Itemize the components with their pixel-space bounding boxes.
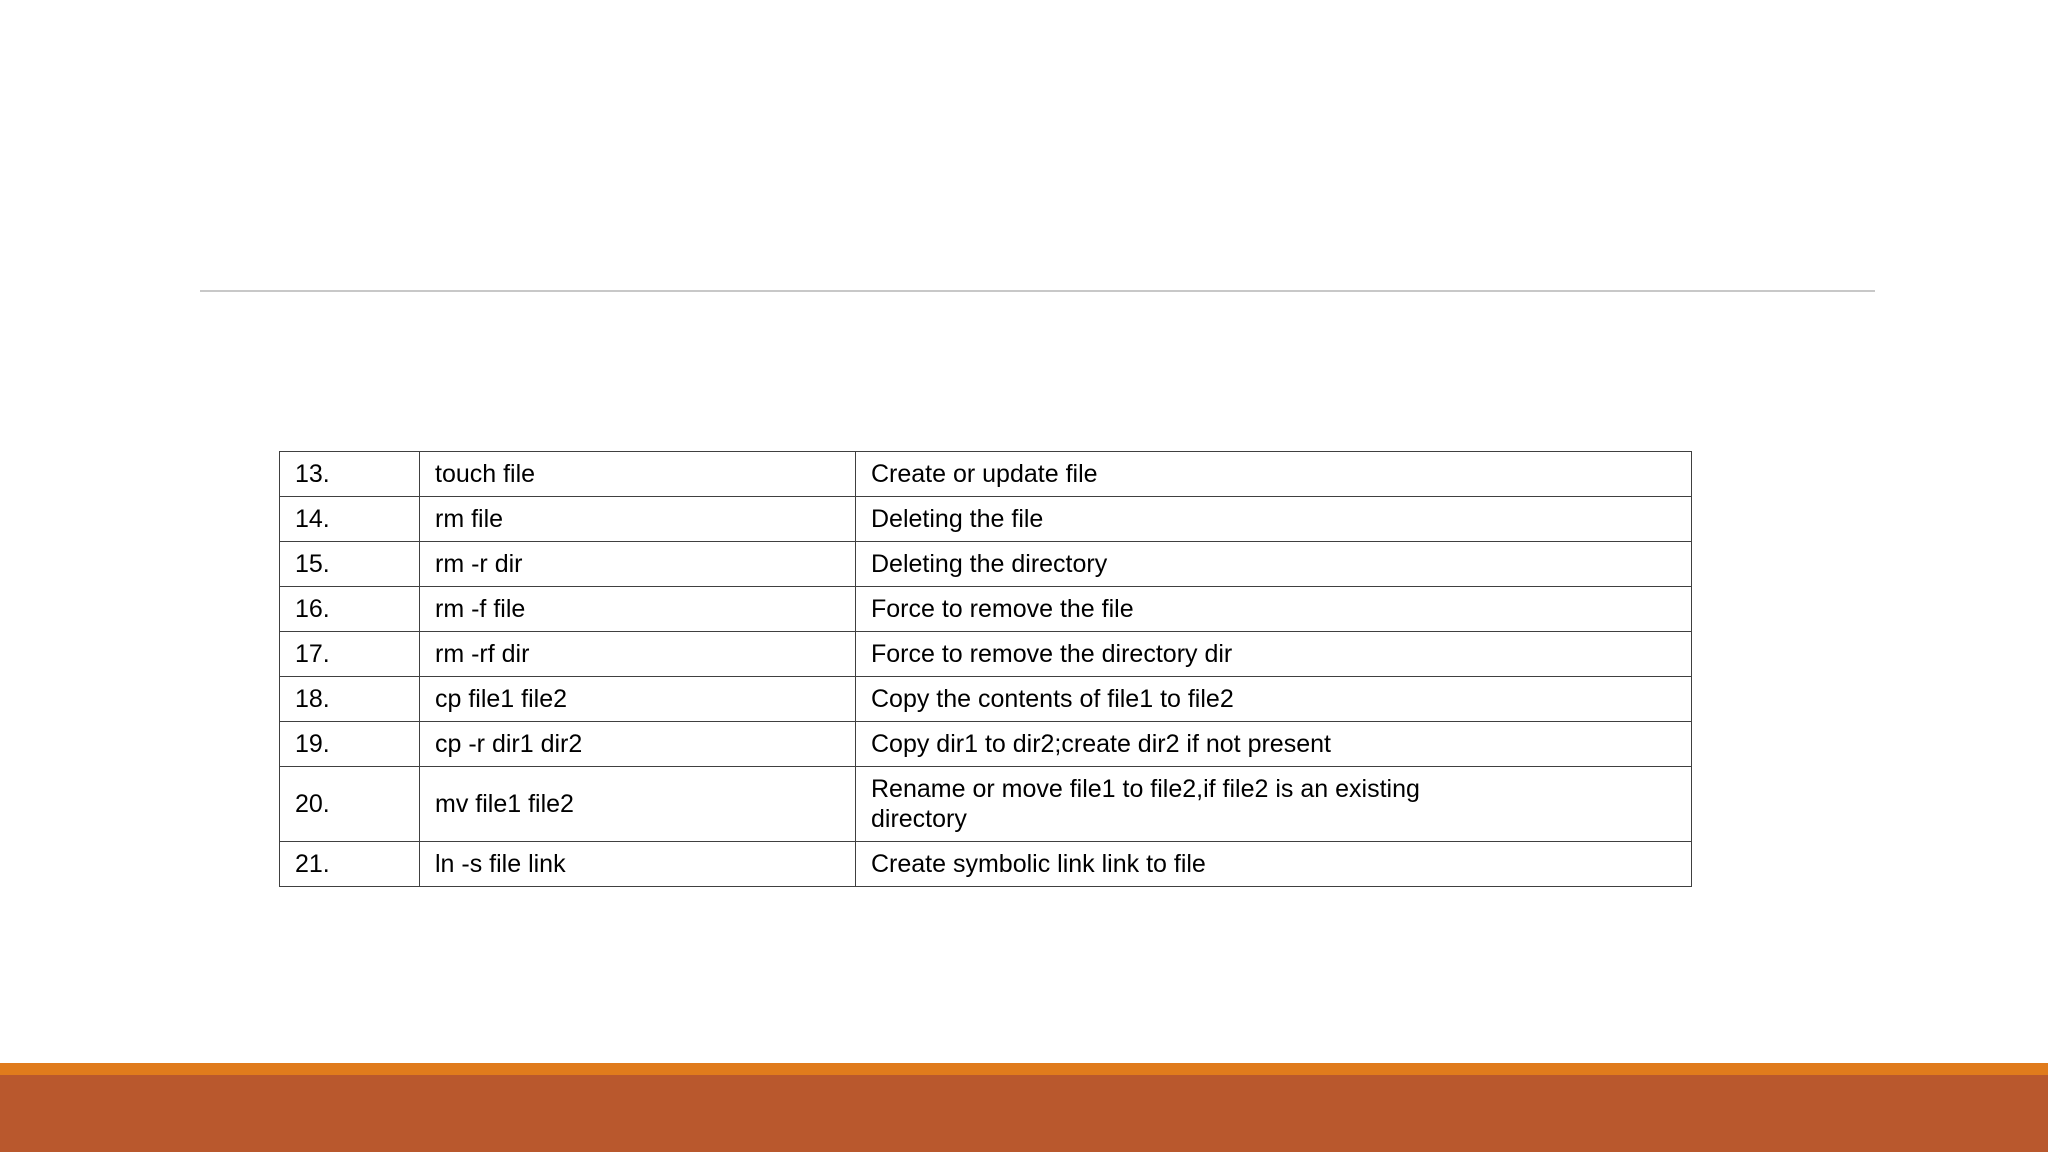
description-text: Create symbolic link link to file	[871, 850, 1206, 878]
table-row	[280, 632, 1692, 677]
table-row	[280, 722, 1692, 767]
description-text: Force to remove the file	[871, 595, 1134, 623]
description-text: Deleting the directory	[871, 550, 1108, 578]
description-text: Copy the contents of file1 to file2	[871, 685, 1234, 713]
description-text: Deleting the file	[871, 505, 1044, 533]
command-cell: rm -r dir	[420, 542, 856, 587]
description-text: Copy dir1 to dir2;create dir2 if not present	[871, 730, 1331, 758]
table-row	[280, 452, 1692, 497]
description-cell	[856, 767, 1692, 842]
command-cell: ln -s file link	[420, 842, 856, 887]
row-number: 21.	[280, 842, 420, 887]
description-text: Force to remove the directory dir	[871, 640, 1233, 668]
description-cell	[856, 677, 1692, 722]
table-row	[280, 767, 1692, 842]
description-cell	[856, 632, 1692, 677]
description-cell	[856, 452, 1692, 497]
row-number: 17.	[280, 632, 420, 677]
row-number: 15.	[280, 542, 420, 587]
description-cell	[856, 722, 1692, 767]
title-divider	[200, 290, 1875, 292]
row-number: 14.	[280, 497, 420, 542]
row-number: 16.	[280, 587, 420, 632]
command-cell: rm -rf dir	[420, 632, 856, 677]
row-number: 20.	[280, 767, 420, 842]
table-row	[280, 677, 1692, 722]
description-cell	[856, 497, 1692, 542]
description-text: Rename or move file1 to file2,if file2 is an existing directory	[871, 775, 1420, 833]
table-row	[280, 842, 1692, 887]
command-cell: mv file1 file2	[420, 767, 856, 842]
row-number: 19.	[280, 722, 420, 767]
command-table	[279, 451, 1692, 887]
command-cell: cp -r dir1 dir2	[420, 722, 856, 767]
description-cell	[856, 587, 1692, 632]
table-row	[280, 542, 1692, 587]
table-row	[280, 587, 1692, 632]
description-text: Create or update file	[871, 460, 1098, 488]
command-cell: rm -f file	[420, 587, 856, 632]
description-cell	[856, 842, 1692, 887]
description-cell	[856, 542, 1692, 587]
footer-accent-stripe	[0, 1063, 2048, 1075]
row-number: 18.	[280, 677, 420, 722]
row-number: 13.	[280, 452, 420, 497]
command-cell: cp file1 file2	[420, 677, 856, 722]
command-cell: touch file	[420, 452, 856, 497]
table-row	[280, 497, 1692, 542]
footer-bar	[0, 1075, 2048, 1152]
command-cell: rm file	[420, 497, 856, 542]
